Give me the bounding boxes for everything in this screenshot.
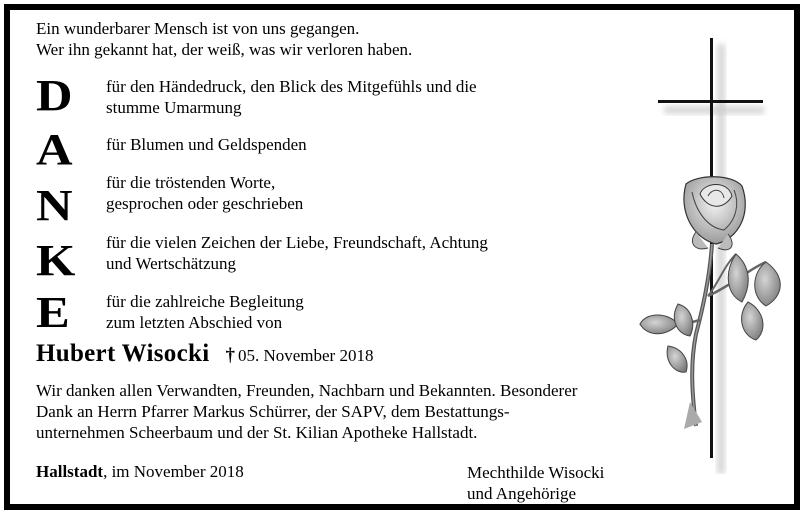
signature-line-1: Mechthilde Wisocki (467, 463, 605, 482)
thanks-line-1: Wir danken allen Verwandten, Freunden, Nachbarn und Bekannten. Besonderer (36, 381, 578, 400)
place-name: Hallstadt (36, 462, 104, 481)
dagger-icon: † (225, 345, 235, 366)
thanks-line-2: Dank an Herrn Pfarrer Markus Schürrer, der SAPV, dem Bestattungs- (36, 402, 510, 421)
signature-line-2: und Angehörige (467, 484, 577, 503)
danke-item-d-line-1: für den Händedruck, den Blick des Mitgefühls und die (106, 77, 477, 96)
danke-item-d (106, 76, 477, 118)
danke-item-e-line-2: zum letzten Abschied von (106, 313, 283, 332)
date-text: , im November 2018 (103, 462, 244, 481)
danke-letter-n: N (36, 181, 73, 230)
obituary-card (4, 4, 800, 510)
danke-letter-d: D (36, 71, 73, 120)
danke-letter-k: K (36, 236, 76, 285)
danke-item-k (106, 232, 488, 274)
danke-item-n (106, 172, 303, 214)
danke-item-k-line-2: und Wertschätzung (106, 254, 237, 273)
danke-item-e (106, 291, 304, 333)
danke-item-a-line-1: für Blumen und Geldspenden (106, 135, 307, 154)
death-date: 05. November 2018 (237, 346, 374, 365)
deceased-row (36, 340, 373, 368)
place-date (36, 462, 244, 482)
danke-letter-a: A (36, 125, 73, 174)
danke-item-a (106, 134, 307, 155)
intro-text (36, 18, 412, 60)
intro-line-2: Wer ihn gekannt hat, der weiß, was wir verloren haben. (36, 40, 413, 59)
danke-item-n-line-2: gesprochen oder geschrieben (106, 194, 304, 213)
danke-item-n-line-1: für die tröstenden Worte, (106, 173, 276, 192)
thanks-line-3: unternehmen Scheerbaum und der St. Kilian Apotheke Hallstadt. (36, 423, 478, 442)
danke-item-k-line-1: für die vielen Zeichen der Liebe, Freundschaft, Achtung (106, 233, 488, 252)
deceased-name: Hubert Wisocki (36, 340, 210, 367)
danke-item-e-line-1: für die zahlreiche Begleitung (106, 292, 304, 311)
thanks-paragraph (36, 380, 577, 443)
signature (467, 462, 604, 504)
danke-letter-e: E (36, 288, 70, 337)
danke-item-d-line-2: stumme Umarmung (106, 98, 242, 117)
cross-rose-artwork (624, 34, 794, 474)
death-info (225, 346, 373, 365)
intro-line-1: Ein wunderbarer Mensch ist von uns gegangen. (36, 19, 360, 38)
